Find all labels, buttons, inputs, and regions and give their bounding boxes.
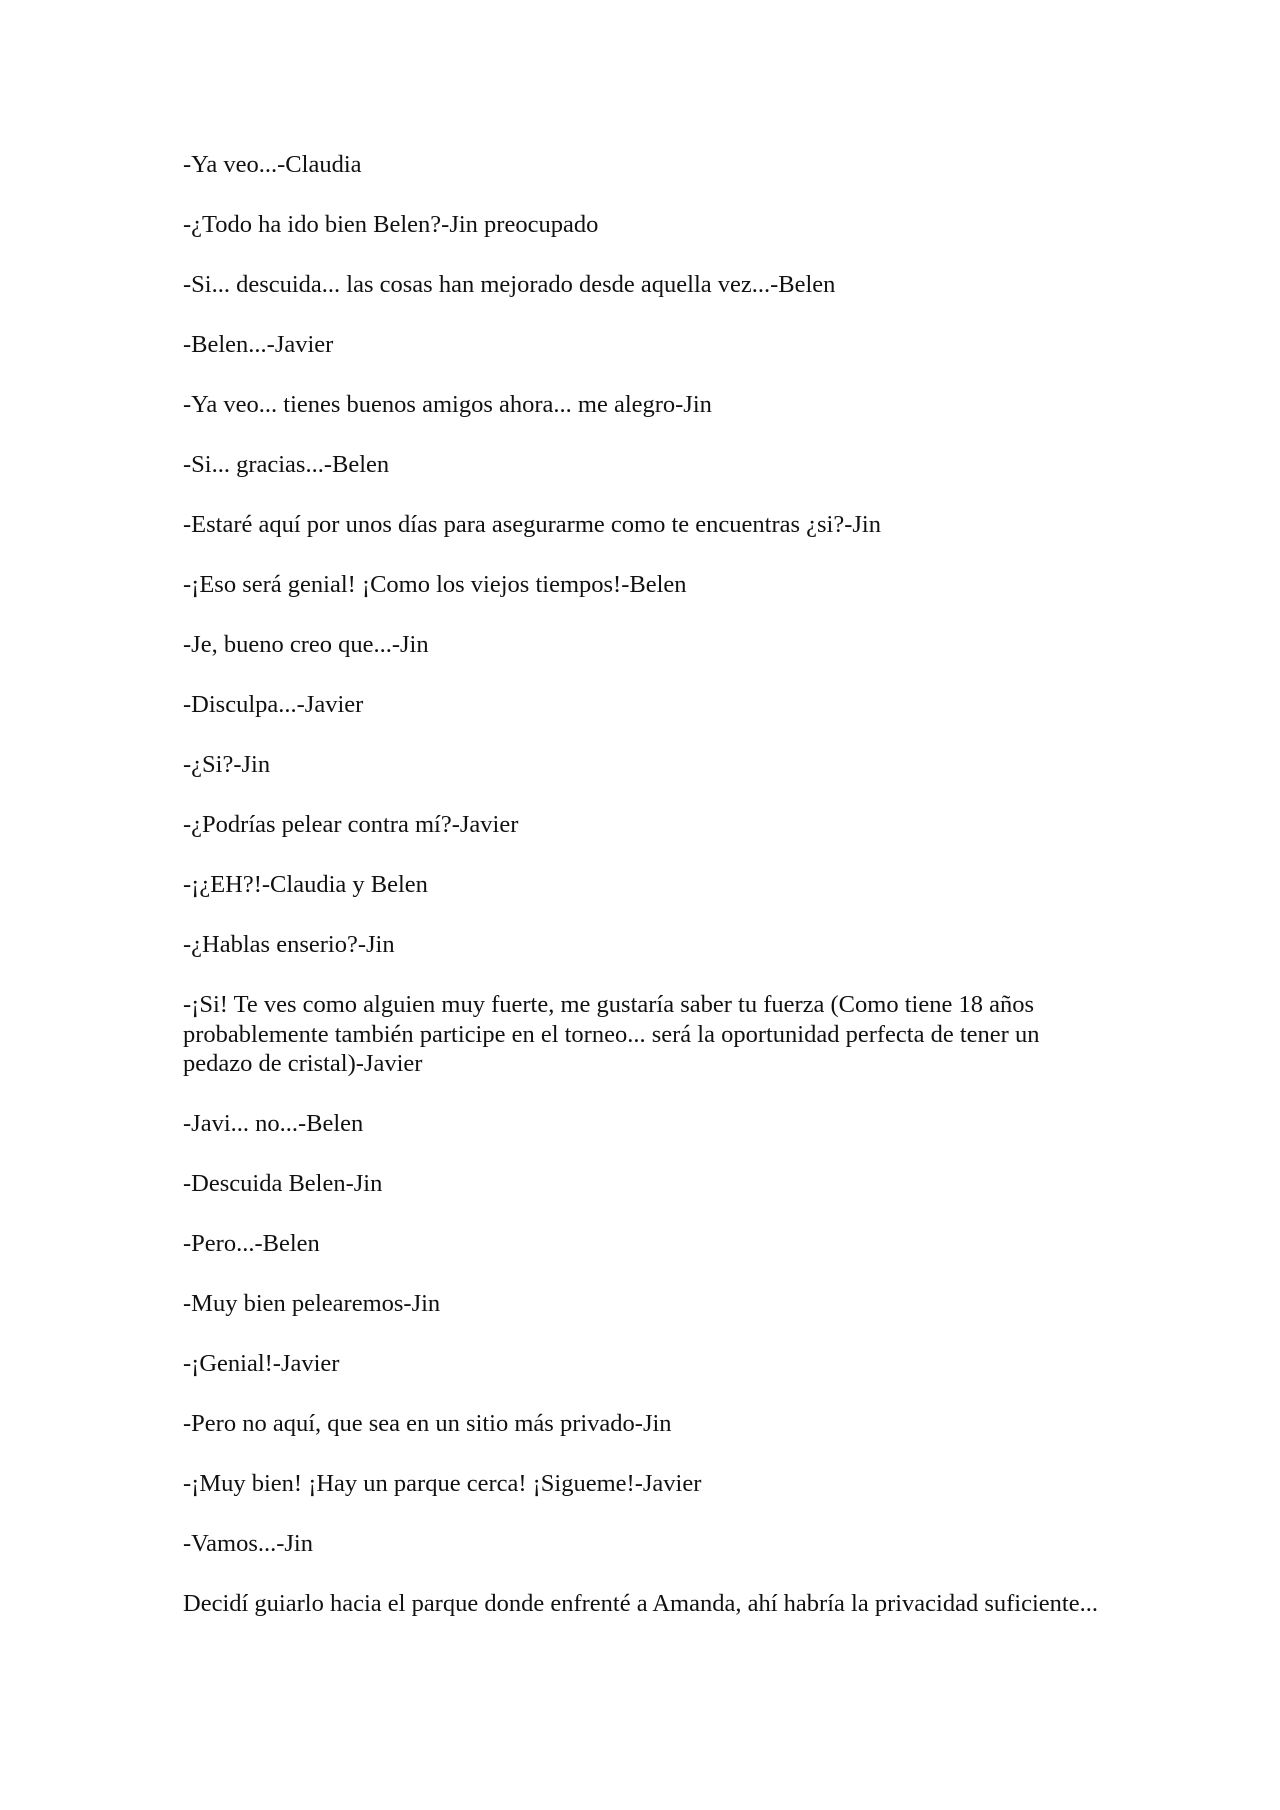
dialogue-line: -¡Muy bien! ¡Hay un parque cerca! ¡Sigueme!-Javier [183, 1470, 702, 1497]
dialogue-line: -Ya veo...-Claudia [183, 151, 362, 178]
dialogue-line: -¡¿EH?!-Claudia y Belen [183, 871, 428, 898]
dialogue-line: -¡Si! Te ves como alguien muy fuerte, me gustaría saber tu fuerza (Como tiene 18 años probablemente también participe en el torneo... será la oportunidad perfecta de tener un pedazo de cristal)-Javier [183, 991, 1040, 1077]
narration-paragraph: Decidí guiarlo hacia el parque donde enfrenté a Amanda, ahí habría la privacidad suficiente... [183, 1590, 1098, 1617]
dialogue-line: -Pero no aquí, que sea en un sitio más privado-Jin [183, 1410, 672, 1437]
dialogue-line: -Belen...-Javier [183, 331, 334, 358]
dialogue-line: -Vamos...-Jin [183, 1530, 313, 1557]
dialogue-line: -¿Todo ha ido bien Belen?-Jin preocupado [183, 211, 599, 238]
dialogue-line: -¿Podrías pelear contra mí?-Javier [183, 811, 519, 838]
dialogue-line: -Si... gracias...-Belen [183, 451, 390, 478]
dialogue-line: -Pero...-Belen [183, 1230, 320, 1257]
dialogue-line: -Je, bueno creo que...-Jin [183, 631, 429, 658]
dialogue-line: -¿Hablas enserio?-Jin [183, 931, 395, 958]
dialogue-line: -Ya veo... tienes buenos amigos ahora... me alegro-Jin [183, 391, 712, 418]
dialogue-line: -Si... descuida... las cosas han mejorado desde aquella vez...-Belen [183, 271, 836, 298]
dialogue-line: -Javi... no...-Belen [183, 1110, 364, 1137]
dialogue-line: -Disculpa...-Javier [183, 691, 364, 718]
dialogue-line: -¿Si?-Jin [183, 751, 271, 778]
dialogue-line: -Muy bien pelearemos-Jin [183, 1290, 441, 1317]
dialogue-line: -Descuida Belen-Jin [183, 1170, 383, 1197]
dialogue-line: -Estaré aquí por unos días para asegurarme como te encuentras ¿si?-Jin [183, 511, 881, 538]
document-body [183, 150, 1103, 1649]
dialogue-line: -¡Eso será genial! ¡Como los viejos tiempos!-Belen [183, 571, 687, 598]
dialogue-line: -¡Genial!-Javier [183, 1350, 340, 1377]
